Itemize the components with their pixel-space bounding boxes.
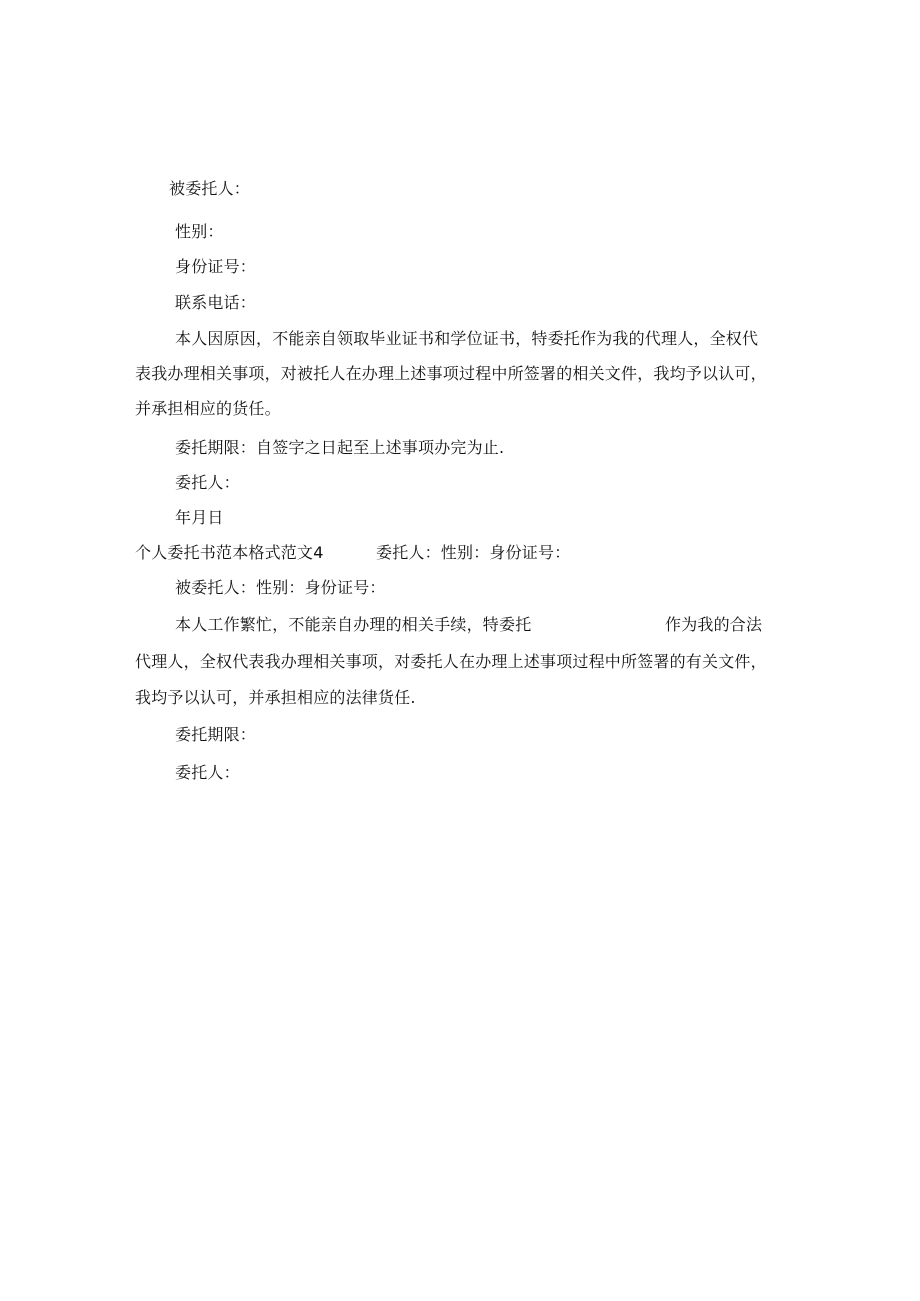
body-paragraph-line: 本人因原因，不能亲自领取毕业证书和学位证书，特委托作为我的代理人，全权代 bbox=[175, 329, 759, 348]
phone-label: 联系电话： bbox=[175, 293, 257, 312]
principal-fields: 委托人：性别：身份证号： bbox=[376, 543, 571, 562]
principal-label: 委托人： bbox=[175, 763, 240, 782]
body-paragraph-line: 并承担相应的货任。 bbox=[135, 399, 281, 418]
agent-fields: 被委托人：性别：身份证号： bbox=[175, 578, 386, 597]
section-heading: 个人委托书范本格式范文4 bbox=[135, 543, 324, 562]
body-paragraph-line: 代理人，全权代表我办理相关事项，对委托人在办理上述事项过程中所签署的有关文件， bbox=[135, 652, 767, 671]
id-number-label: 身份证号： bbox=[175, 257, 257, 276]
body-paragraph-line: 我均予以认可，并承担相应的法律货任. bbox=[135, 688, 416, 707]
date-line: 年月日 bbox=[175, 508, 224, 527]
principal-label: 委托人： bbox=[175, 473, 240, 492]
body-paragraph-line: 本人工作繁忙，不能亲自办理的相关手续，特委托 bbox=[175, 615, 532, 634]
entrust-period-label: 委托期限： bbox=[175, 725, 257, 744]
body-paragraph-line: 表我办理相关事项，对被托人在办理上述事项过程中所签署的相关文件，我均予以认可， bbox=[135, 364, 767, 383]
body-paragraph-line: 作为我的合法 bbox=[665, 615, 763, 634]
agent-label: 被委托人： bbox=[169, 179, 251, 198]
gender-label: 性别： bbox=[175, 222, 224, 241]
entrust-period: 委托期限：自签字之日起至上述事项办完为止. bbox=[175, 438, 505, 457]
